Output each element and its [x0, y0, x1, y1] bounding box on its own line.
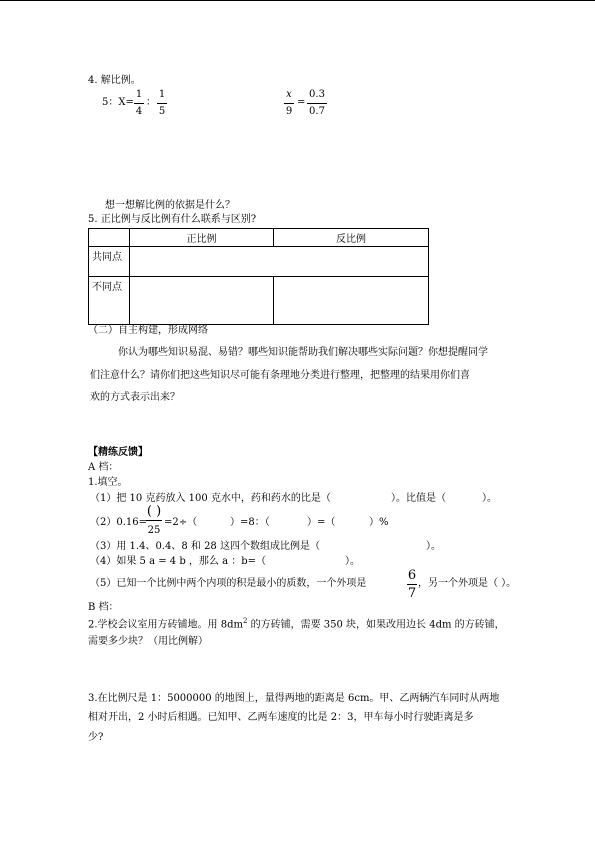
practice-heading: 【精练反馈】 — [88, 447, 148, 458]
q2-rest-d: ）% — [369, 517, 389, 528]
eq1-sep: ： — [146, 97, 156, 108]
p2-superscript: 2 — [242, 617, 248, 625]
table-corner-cell — [89, 229, 130, 247]
section4-title: 4. 解比例。 — [88, 75, 141, 86]
think-question: 想一想解比例的依据是什么？ — [105, 200, 235, 211]
fraction-numerator: 1 — [135, 89, 143, 100]
eq2-fraction-1 — [284, 90, 294, 117]
fraction-denominator: 0.7 — [309, 106, 325, 117]
q5-fraction — [407, 569, 417, 600]
q4-part-b: ）。 — [345, 556, 360, 567]
p3-line1: 3.在比例尺是 1：5000000 的地图上，量得两地的距离是 6cm。甲、乙两辆汽车同时从两地 — [88, 693, 500, 704]
eq1-prefix: 5：X= — [102, 97, 134, 108]
p2-line1 — [88, 618, 505, 630]
eq2-equals: = — [297, 97, 306, 108]
row-diff-label: 不同点 — [89, 277, 130, 325]
eq1-fraction-2 — [157, 90, 167, 117]
fraction-denominator: 25 — [147, 525, 161, 536]
q2-rest-b: ）=8：（ — [230, 517, 270, 528]
q5-part-a: （5）已知一个比例中两个内项的积是最小的质数，一个外项是 — [90, 578, 367, 589]
fraction-denominator: 4 — [135, 106, 143, 117]
comparison-table — [88, 228, 429, 325]
row-diff-fan-answer[interactable] — [274, 277, 429, 325]
eq1-fraction-1 — [134, 90, 144, 117]
fraction-numerator: 6 — [407, 568, 417, 583]
top-rule — [0, 0, 595, 1]
b-level-label: B 档： — [88, 602, 119, 613]
q2-prefix: （2）0.16= — [90, 517, 148, 528]
q2-fraction — [146, 505, 162, 536]
q2-rest-c: ）=（ — [307, 517, 336, 528]
section5-title: 5. 正比例与反比例有什么联系与区别? — [88, 214, 257, 225]
p3-line2: 相对开出，2 小时后相遇。已知甲、乙两车速度的比是 2：3，甲车每小时行驶距离是多 — [88, 712, 474, 723]
q1-part-a: （1）把 10 克药放入 100 克水中，药和药水的比是（ — [90, 493, 331, 504]
part2-para-line3: 欢的方式表示出来？ — [90, 392, 180, 403]
fraction-denominator: 7 — [407, 586, 417, 601]
part2-heading: （二）自主构建，形成网络 — [88, 325, 208, 336]
row-diff-zheng-answer[interactable] — [130, 277, 274, 325]
p2-line1-b: 的方砖铺，需要 350 块，如果改用边长 4dm 的方砖铺， — [247, 619, 505, 631]
fraction-numerator: x — [286, 89, 292, 100]
fraction-numerator: 0.3 — [309, 89, 325, 100]
p2-line2: 需要多少块？（用比例解） — [88, 636, 208, 647]
fraction-denominator: 5 — [158, 106, 166, 117]
p2-line1-a: 2.学校会议室用方砖铺地。用 8dm — [88, 619, 243, 631]
header-zheng: 正比例 — [130, 229, 274, 247]
q2-rest-a: =2÷（ — [164, 517, 198, 528]
q1-part-c: ）。 — [482, 493, 497, 504]
row-common-label: 共同点 — [89, 247, 130, 277]
row-common-answer[interactable] — [130, 247, 429, 277]
fill-title: 1.填空。 — [88, 477, 128, 488]
eq2-fraction-2 — [307, 90, 327, 117]
part2-para-line1: 你认为哪些知识易混、易错？哪些知识能帮助我们解决哪些实际问题？你想提醒同学 — [118, 347, 488, 358]
q3-part-b: ）。 — [426, 541, 441, 552]
part2-para-line2: 们注意什么？请你们把这些知识尽可能有条理地分类进行整理，把整理的结果用你们喜 — [90, 370, 470, 381]
fraction-denominator: 9 — [285, 106, 293, 117]
q1-part-b: ）。比值是（ — [391, 493, 446, 504]
p3-line3: 少? — [88, 732, 104, 743]
q5-part-b: ，另一个外项是（ ）。 — [418, 578, 517, 589]
q4-part-a: （4）如果 5 a = 4 b ，那么 a ：b=（ — [90, 556, 267, 567]
fraction-numerator: 1 — [158, 89, 166, 100]
a-level-label: A 档： — [88, 462, 119, 473]
fraction-numerator: ( ) — [146, 504, 162, 519]
header-fan: 反比例 — [274, 229, 429, 247]
q3-part-a: （3）用 1.4、0.4、8 和 28 这四个数组成比例是（ — [90, 541, 320, 552]
